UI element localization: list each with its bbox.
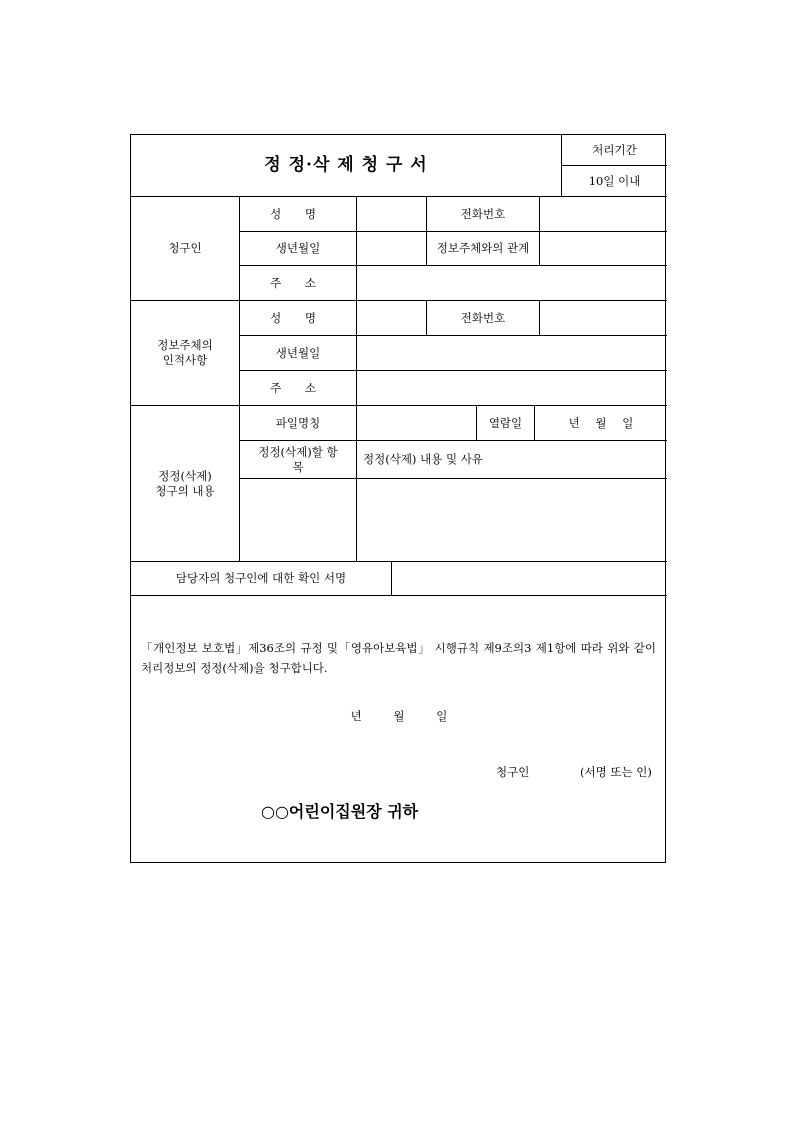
staff-confirm-label: 담당자의 청구인에 대한 확인 서명 — [175, 571, 347, 585]
subject-address-field[interactable] — [357, 371, 667, 405]
item-field[interactable] — [240, 479, 356, 561]
requester-address-label: 주 소 — [270, 275, 326, 290]
requester-name-label: 성 명 — [270, 206, 326, 221]
subject-birth-label: 생년월일 — [275, 345, 321, 360]
requester-section-label: 청구인 — [168, 241, 202, 255]
processing-period-label: 처리기간 — [592, 142, 637, 157]
request-statement: 「개인정보 보호법」제36조의 규정 및「영유아보육법」 시행규칙 제9조의3 제1항에 따라 위와 같이 처리정보의 정정(삭제)을 청구합니다. — [141, 641, 656, 675]
subject-birth-field[interactable] — [357, 336, 667, 370]
requester-phone-label: 전화번호 — [460, 206, 506, 221]
subject-phone-label: 전화번호 — [460, 310, 506, 325]
reason-label: 정정(삭제) 내용 및 사유 — [363, 452, 483, 466]
requester-birth-label: 생년월일 — [275, 241, 321, 255]
requester-relation-label: 정보주체와의 관계 — [436, 241, 530, 255]
subject-phone-field[interactable] — [540, 301, 667, 335]
staff-confirm-signature-field[interactable] — [392, 562, 667, 595]
item-label: 정정(삭제)할 항 목 — [258, 444, 338, 474]
subject-address-label: 주 소 — [270, 380, 326, 395]
view-date-field[interactable]: 년 월 일 — [568, 415, 634, 430]
requester-name-field[interactable] — [357, 197, 426, 231]
sign-note: (서명 또는 인) — [580, 765, 652, 779]
requester-phone-field[interactable] — [540, 197, 667, 231]
subject-name-label: 성 명 — [270, 310, 326, 325]
requester-address-field[interactable] — [357, 266, 667, 300]
correction-deletion-request-form — [130, 134, 666, 863]
divider — [131, 595, 667, 596]
request-date: 년 월 일 — [350, 709, 448, 723]
requester-birth-field[interactable] — [357, 232, 426, 265]
reason-field[interactable] — [357, 479, 667, 561]
applicant-label: 청구인 — [496, 765, 530, 779]
requester-relation-field[interactable] — [540, 232, 667, 265]
processing-period-value: 10일 이내 — [588, 173, 641, 188]
file-name-label: 파일명칭 — [275, 415, 321, 430]
file-name-field[interactable] — [357, 406, 476, 440]
subject-name-field[interactable] — [357, 301, 426, 335]
addressee: ○○어린이집원장 귀하 — [261, 802, 419, 821]
form-title: 정 정·삭 제 청 구 서 — [264, 155, 428, 175]
subject-section-label: 정보주체의 인적사항 — [157, 338, 213, 367]
request-section-label: 정정(삭제) 청구의 내용 — [155, 468, 215, 498]
view-date-label: 열람일 — [488, 415, 523, 430]
